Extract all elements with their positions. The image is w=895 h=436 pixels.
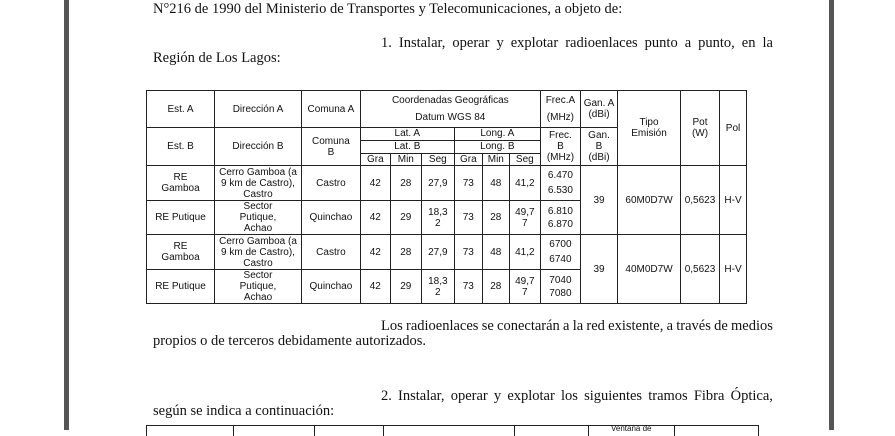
header-gan-b: Gan. B (dBi)	[581, 128, 618, 166]
table-row	[147, 166, 747, 201]
header-lat-gra: Gra	[360, 154, 390, 166]
cell-est: RE Putique	[147, 201, 215, 235]
after-table-second-line: propios o de terceros debidamente autorizados.	[153, 333, 426, 349]
cell-lat-min: 29	[390, 201, 421, 235]
item1-first-line	[381, 34, 773, 52]
item1-word: y	[496, 35, 504, 51]
intro-line: N°216 de 1990 del Ministerio de Transportes y Telecomunicaciones, a objeto de:	[153, 1, 623, 17]
cell-long-min: 28	[482, 270, 509, 304]
fiber-table-header-fragment: Ventana de	[611, 424, 652, 433]
after-table-word: Los	[381, 318, 403, 334]
item1-word: en	[741, 35, 756, 51]
item2-word: Óptica,	[730, 388, 773, 404]
header-pot: Pot (W)	[681, 91, 720, 166]
header-lat	[360, 128, 454, 154]
item2-word: Fibra	[693, 388, 725, 404]
after-table-word: conectarán	[497, 318, 560, 334]
header-freq-b: Frec. B (MHz)	[540, 128, 580, 166]
cell-freq: 6.810 6.870	[540, 201, 580, 235]
cell-est: RE Gamboa	[147, 166, 215, 201]
item2-word: operar	[450, 388, 488, 404]
item1-word: la	[762, 35, 773, 51]
cell-long-min: 28	[482, 201, 509, 235]
cell-long-seg: 41,2	[509, 166, 540, 201]
after-table-word: través	[676, 318, 711, 334]
item2-word: los	[560, 388, 578, 404]
header-long-min: Min	[482, 154, 509, 166]
cell-comuna: Castro	[302, 235, 361, 270]
radio-links-table	[146, 90, 747, 304]
header-freq-a	[540, 91, 580, 128]
cell-comuna: Castro	[302, 166, 361, 201]
cell-comuna: Quinchao	[302, 270, 361, 304]
cell-long-gra: 73	[454, 235, 482, 270]
item1-word: punto,	[698, 35, 735, 51]
cell-comuna: Quinchao	[302, 201, 361, 235]
right-border-rule	[829, 0, 834, 430]
header-coords-title: Coordenadas Geográficas	[391, 95, 509, 106]
item1-word: a	[684, 35, 692, 51]
cell-long-seg: 41,2	[509, 235, 540, 270]
item1-second-line: Región de Los Lagos:	[153, 50, 281, 66]
cell-lat-min: 28	[390, 235, 421, 270]
item1-word: Instalar,	[398, 35, 446, 51]
after-table-word: a	[563, 318, 570, 334]
item2-word: explotar	[507, 388, 555, 404]
after-table-word: de	[714, 318, 728, 334]
cell-lat-gra: 42	[360, 270, 390, 304]
cell-freq: 7040 7080	[540, 270, 580, 304]
item2-first-line	[381, 387, 773, 405]
cell-gan: 39	[581, 235, 618, 304]
cell-est: RE Gamboa	[147, 235, 215, 270]
header-long	[454, 128, 540, 154]
item2-word: y	[493, 388, 502, 404]
header-lat-a: Lat. A	[394, 128, 421, 139]
after-table-word: red	[586, 318, 605, 334]
cell-freq: 6.470 6.530	[540, 166, 580, 201]
item1-word: radioenlaces	[565, 35, 638, 51]
after-table-word: se	[481, 318, 494, 334]
header-lat-seg: Seg	[421, 154, 454, 166]
header-long-seg: Seg	[509, 154, 540, 166]
header-freq-a-unit: (MHz)	[546, 112, 575, 123]
cell-long-seg: 49,7 7	[509, 270, 540, 304]
item1-word: operar	[452, 35, 490, 51]
header-lat-b: Lat. B	[361, 140, 454, 153]
cell-dir: Cerro Gamboa (a 9 km de Castro), Castro	[215, 166, 302, 201]
item2-word: Instalar,	[398, 388, 445, 404]
cell-lat-min: 28	[390, 166, 421, 201]
after-table-word: la	[572, 318, 584, 334]
cell-dir: Cerro Gamboa (a 9 km de Castro), Castro	[215, 235, 302, 270]
cell-tipo: 60M0D7W	[618, 166, 681, 235]
cell-gan: 39	[581, 166, 618, 235]
header-gan-a: Gan. A (dBi)	[581, 91, 618, 128]
header-pol: Pol	[720, 91, 747, 166]
left-border-rule	[64, 0, 69, 430]
cell-tipo: 40M0D7W	[618, 235, 681, 304]
header-lat-min: Min	[390, 154, 421, 166]
cell-long-gra: 73	[454, 270, 482, 304]
header-coordinates	[360, 91, 540, 128]
cell-est: RE Putique	[147, 270, 215, 304]
item1-number: 1.	[381, 35, 392, 51]
cell-long-min: 48	[482, 166, 509, 201]
header-est-b: Est. B	[147, 128, 215, 166]
cell-long-min: 48	[482, 235, 509, 270]
header-est-a: Est. A	[147, 91, 215, 128]
header-long-a: Long. A	[480, 128, 515, 139]
cell-lat-gra: 42	[360, 235, 390, 270]
cell-long-gra: 73	[454, 201, 482, 235]
after-table-word: existente,	[608, 318, 664, 334]
cell-lat-min: 29	[390, 270, 421, 304]
after-table-first-line	[381, 317, 773, 335]
cell-lat-seg: 18,3 2	[421, 270, 454, 304]
cell-long-gra: 73	[454, 166, 482, 201]
header-freq-a-label: Frec.A	[545, 95, 576, 106]
cell-lat-seg: 27,9	[421, 235, 454, 270]
header-datum: Datum WGS 84	[415, 112, 486, 123]
cell-pot: 0,5623	[681, 166, 720, 235]
cell-dir: Sector Putique, Achao	[215, 201, 302, 235]
cell-long-seg: 49,7 7	[509, 201, 540, 235]
cell-pot: 0,5623	[681, 235, 720, 304]
item1-word: explotar	[510, 35, 559, 51]
header-long-b: Long. B	[455, 140, 540, 153]
item2-word: tramos	[648, 388, 688, 404]
header-tipo-emision: Tipo Emisión	[618, 91, 681, 166]
after-table-word: medios	[731, 318, 773, 334]
cell-pol: H-V	[720, 166, 747, 235]
header-long-gra: Gra	[454, 154, 482, 166]
cell-freq: 6700 6740	[540, 235, 580, 270]
cell-lat-seg: 27,9	[421, 166, 454, 201]
cell-pol: H-V	[720, 235, 747, 304]
item2-number: 2.	[381, 388, 392, 404]
cell-lat-gra: 42	[360, 201, 390, 235]
fiber-table-top	[146, 425, 759, 436]
item2-second-line: según se indica a continuación:	[153, 403, 335, 419]
after-table-word: radioenlaces	[405, 318, 479, 334]
cell-dir: Sector Putique, Achao	[215, 270, 302, 304]
header-comuna-a: Comuna A	[302, 91, 361, 128]
header-comuna-b: Comuna B	[302, 128, 361, 166]
item1-word: punto	[644, 35, 678, 51]
table-row	[147, 235, 747, 270]
cell-lat-seg: 18,3 2	[421, 201, 454, 235]
header-dir-b: Dirección B	[215, 128, 302, 166]
cell-lat-gra: 42	[360, 166, 390, 201]
header-dir-a: Dirección A	[215, 91, 302, 128]
after-table-word: a	[666, 318, 674, 334]
item2-word: siguientes	[584, 388, 643, 404]
